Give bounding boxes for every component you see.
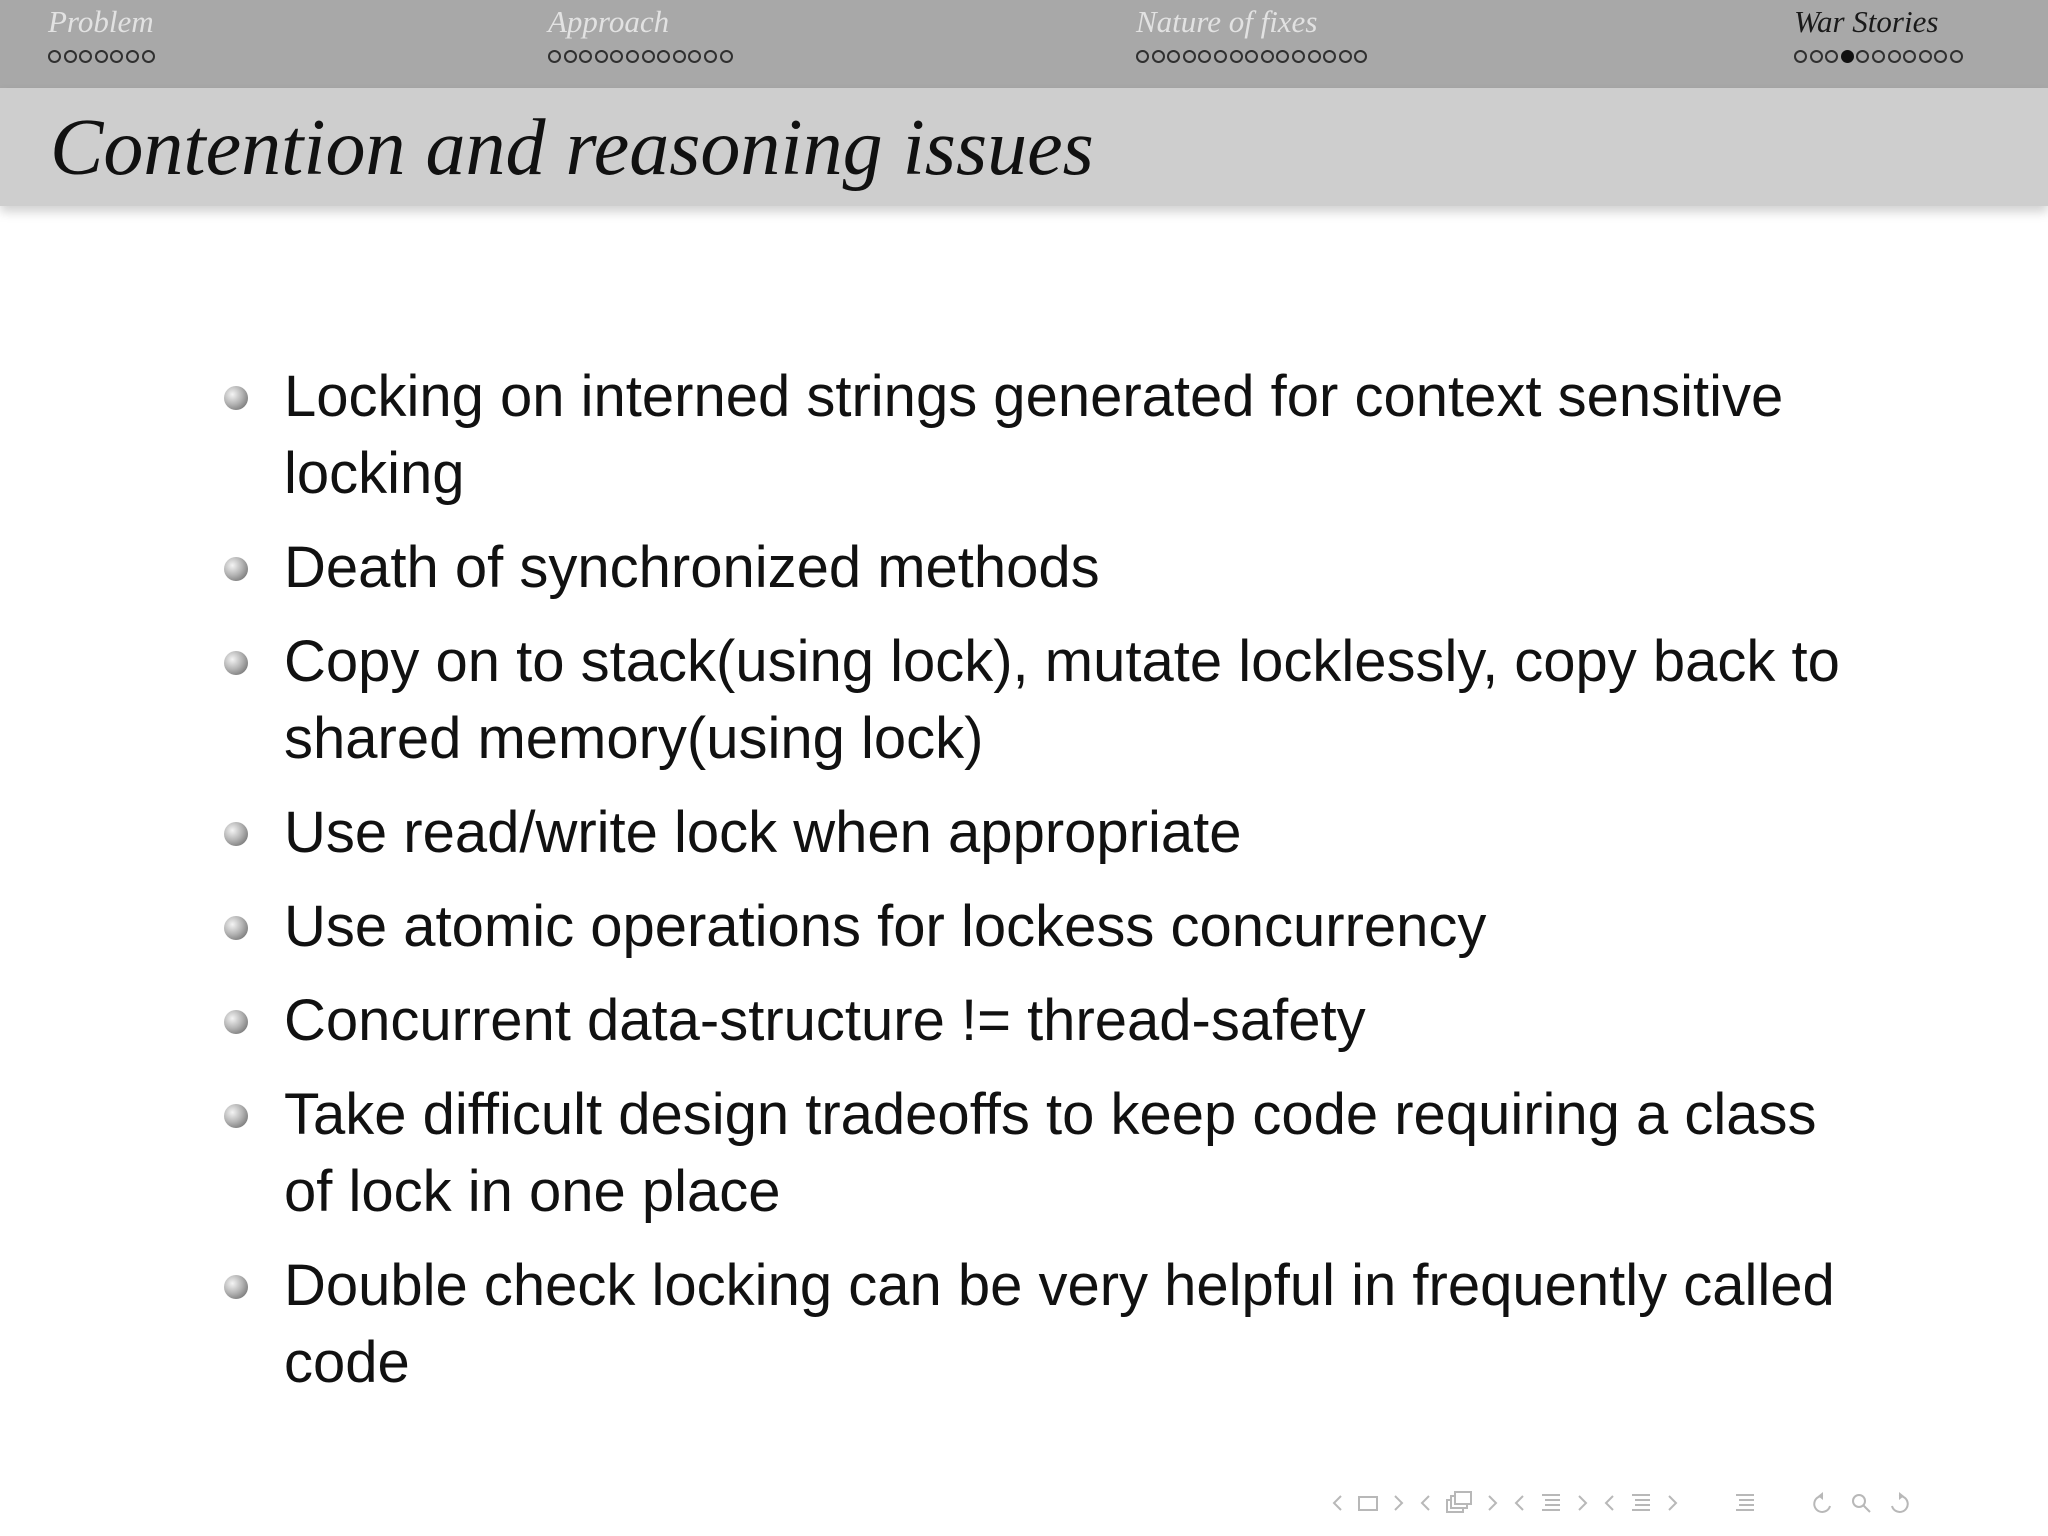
bullet-item (220, 888, 1880, 965)
bullet-item (220, 358, 1880, 512)
nav-frame-dot[interactable] (579, 50, 592, 63)
nav-frame-dot[interactable] (64, 50, 77, 63)
bullet-text: Use read/write lock when appropriate (284, 800, 1242, 865)
nav-frame-dot[interactable] (1292, 50, 1305, 63)
nav-frame-dot[interactable] (673, 50, 686, 63)
nav-frame-dot[interactable] (704, 50, 717, 63)
bullet-text: Copy on to stack(using lock), mutate locklessly, copy back to shared memory(using lock) (284, 629, 1840, 771)
nav-frame-dot[interactable] (610, 50, 623, 63)
bullet-icon (224, 916, 248, 940)
subsection-icon[interactable] (1444, 1490, 1474, 1516)
nav-section-label[interactable]: War Stories (1794, 4, 1939, 39)
nav-frame-dot[interactable] (1950, 50, 1963, 63)
bullet-item (220, 1076, 1880, 1230)
nav-frame-dot[interactable] (95, 50, 108, 63)
frame-prev-icon[interactable] (1330, 1492, 1344, 1514)
nav-frame-dot[interactable] (1934, 50, 1947, 63)
nav-frame-dot[interactable] (1136, 50, 1149, 63)
presentation-icon[interactable] (1628, 1490, 1654, 1516)
nav-frame-dot[interactable] (626, 50, 639, 63)
bullet-icon (224, 651, 248, 675)
nav-frame-dot[interactable] (126, 50, 139, 63)
nav-frame-dot[interactable] (1230, 50, 1243, 63)
nav-frame-dot[interactable] (1825, 50, 1838, 63)
nav-frame-dot[interactable] (142, 50, 155, 63)
bullet-text: Death of synchronized methods (284, 535, 1100, 600)
nav-frame-dot[interactable] (1888, 50, 1901, 63)
bullet-text: Double check locking can be very helpful in frequently called code (284, 1253, 1835, 1395)
beamer-navigation-controls (1330, 1488, 2030, 1518)
bullet-icon (224, 386, 248, 410)
nav-frame-dot[interactable] (1810, 50, 1823, 63)
nav-frame-dot[interactable] (1152, 50, 1165, 63)
bullet-item (220, 623, 1880, 777)
nav-frame-dot[interactable] (48, 50, 61, 63)
nav-section-label[interactable]: Approach (548, 4, 670, 39)
section-navigation-bar (0, 0, 2048, 88)
bullet-item (220, 529, 1880, 606)
bullet-text: Concurrent data-structure != thread-safety (284, 988, 1366, 1053)
nav-frame-dot[interactable] (1354, 50, 1367, 63)
nav-frame-dot[interactable] (1308, 50, 1321, 63)
presentation-prev-icon[interactable] (1602, 1492, 1616, 1514)
nav-section-label[interactable]: Problem (48, 4, 154, 39)
frame-icon[interactable] (1356, 1492, 1380, 1514)
nav-frame-dot[interactable] (1183, 50, 1196, 63)
nav-frame-dot[interactable] (1198, 50, 1211, 63)
section-prev-icon[interactable] (1512, 1492, 1526, 1514)
frame-next-icon[interactable] (1392, 1492, 1406, 1514)
nav-frame-dot[interactable] (688, 50, 701, 63)
nav-frame-dot[interactable] (1919, 50, 1932, 63)
bullet-item (220, 982, 1880, 1059)
title-bar (0, 88, 2048, 206)
bullet-list (220, 358, 1880, 1418)
nav-frame-dot[interactable] (1872, 50, 1885, 63)
nav-frame-dot[interactable] (110, 50, 123, 63)
nav-frame-dot[interactable] (564, 50, 577, 63)
appendix-icon[interactable] (1732, 1490, 1758, 1516)
bullet-icon (224, 822, 248, 846)
nav-frame-dot[interactable] (1339, 50, 1352, 63)
bullet-item (220, 1247, 1880, 1401)
nav-frame-dot[interactable] (1794, 50, 1807, 63)
nav-frame-dot[interactable] (1276, 50, 1289, 63)
nav-section-label[interactable]: Nature of fixes (1136, 4, 1318, 39)
nav-frame-dot[interactable] (1841, 50, 1854, 63)
section-next-icon[interactable] (1576, 1492, 1590, 1514)
subsection-next-icon[interactable] (1486, 1492, 1500, 1514)
forward-icon[interactable] (1886, 1490, 1912, 1516)
nav-dots (48, 50, 157, 63)
bullet-icon (224, 1010, 248, 1034)
nav-frame-dot[interactable] (1245, 50, 1258, 63)
nav-frame-dot[interactable] (595, 50, 608, 63)
nav-dots (548, 50, 735, 63)
presentation-next-icon[interactable] (1666, 1492, 1680, 1514)
nav-frame-dot[interactable] (1214, 50, 1227, 63)
bullet-text: Use atomic operations for lockess concurrency (284, 894, 1487, 959)
bullet-icon (224, 557, 248, 581)
nav-frame-dot[interactable] (1903, 50, 1916, 63)
nav-frame-dot[interactable] (642, 50, 655, 63)
nav-frame-dot[interactable] (1167, 50, 1180, 63)
nav-frame-dot[interactable] (720, 50, 733, 63)
subsection-prev-icon[interactable] (1418, 1492, 1432, 1514)
nav-dots (1136, 50, 1370, 63)
search-icon[interactable] (1848, 1490, 1874, 1516)
nav-frame-dot[interactable] (79, 50, 92, 63)
nav-frame-dot[interactable] (657, 50, 670, 63)
nav-frame-dot[interactable] (1856, 50, 1869, 63)
back-icon[interactable] (1810, 1490, 1836, 1516)
bullet-item (220, 794, 1880, 871)
bullet-text: Locking on interned strings generated for context sensitive locking (284, 364, 1784, 506)
bullet-icon (224, 1104, 248, 1128)
section-icon[interactable] (1538, 1490, 1564, 1516)
slide-title: Contention and reasoning issues (50, 104, 1094, 192)
nav-frame-dot[interactable] (1323, 50, 1336, 63)
nav-frame-dot[interactable] (548, 50, 561, 63)
bullet-text: Take difficult design tradeoffs to keep code requiring a class of lock in one place (284, 1082, 1817, 1224)
nav-frame-dot[interactable] (1261, 50, 1274, 63)
nav-dots (1794, 50, 1966, 63)
bullet-icon (224, 1275, 248, 1299)
